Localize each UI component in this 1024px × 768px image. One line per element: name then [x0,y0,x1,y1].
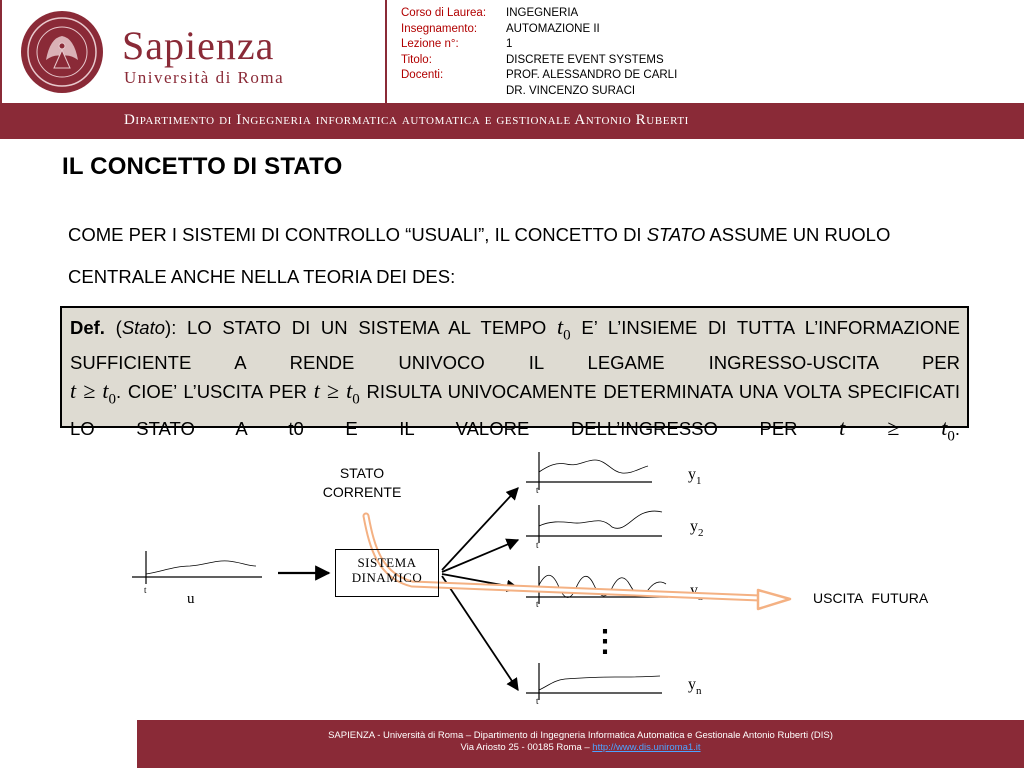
definition-line-1: Def. (Stato): LO STATO DI UN SISTEMA AL TEMPO $t_0$ E’ L’INSIEME DI TUTTA L’INFORMAZIONE SUFFICIENTE A RENDE UNIVOCO IL LEGAME INGRESSO-USCITA PER [70,314,961,374]
definition-end: . [954,417,961,439]
output-plot-1 [526,452,652,490]
brand-name: Sapienza [122,23,275,68]
footer-line-1: SAPIENZA - Università di Roma – Dipartimento di Ingegneria Informatica Automatica e Gestionale Antonio Ruberti (DIS) [328,730,833,741]
math-symbol: t [346,378,353,404]
department-name: Dipartimento di Ingegneria informatica automatica e gestionale Antonio Ruberti [124,112,689,128]
definition-label: Def. [70,317,105,338]
info-key: Lezione n°: [401,38,459,50]
slide-title: IL CONCETTO DI STATO [62,153,343,180]
current-state-line: STATO [339,465,385,481]
info-value: DR. VINCENZO SURACI [506,84,636,97]
output-label-y3: $y_3$ [690,582,704,603]
info-value: AUTOMAZIONE II [506,22,600,35]
math-symbol: t [70,378,77,404]
input-plot [132,551,262,584]
info-key: Docenti: [401,69,444,81]
future-output-label: USCITA FUTURA [813,590,929,606]
info-value: 1 [506,38,513,50]
footer-website-link[interactable]: http://www.dis.uniroma1.it [592,742,701,753]
math-symbol: t [941,414,948,440]
output-plot-n [526,663,662,700]
math-subscript: 0 [352,391,360,408]
axis-t-label: t [144,585,147,595]
definition-part: . CIOE’ L’USCITA PER [116,381,307,403]
math-symbol: t [313,378,320,404]
math-subscript: 0 [108,391,117,408]
math-symbol: t [102,378,109,404]
input-label: u [187,591,195,607]
output-labels [688,466,704,697]
footer-line-2 [137,742,1024,754]
info-value: INGEGNERIA [506,7,579,19]
info-value: PROF. ALESSANDRO DE CARLI [506,69,678,81]
footer-text [137,730,1024,754]
definition-part: E’ L’INSIEME DI TUTTA L’INFORMAZIONE SUFFICIENTE A RENDE UNIVOCO IL LEGAME INGRESSO-USCITA PER [70,317,961,374]
math-geq: ≥ [326,378,339,404]
definition-part: : LO STATO DI UN SISTEMA AL TEMPO [171,317,547,338]
output-label-yn: $y_n$ [688,676,702,697]
output-label-y1: $y_1$ [688,466,702,487]
axis-t-label: t [536,696,539,706]
current-state-label [300,464,424,502]
info-key: Corso di Laurea: [401,7,487,19]
math-subscript: 0 [947,428,955,445]
ellipsis-dots: ⋮ [590,625,620,658]
intro-text-end: ASSUME UN RUOLO CENTRALE ANCHE NELLA TEORIA DEI DES: [68,224,891,287]
brand-subtitle: Università di Roma [124,68,285,87]
axis-t-label: t [536,599,539,609]
system-label-line: DINAMICO [351,570,423,585]
math-symbol: t [557,314,564,339]
dynamic-system-label [335,555,439,585]
system-label-line: SISTEMA [357,555,417,570]
intro-emphasis: STATO [646,224,706,245]
info-key: Insegnamento: [401,22,478,35]
math-subscript: 0 [563,327,571,344]
output-label-y2: $y_2$ [690,518,704,539]
definition-term: Stato [121,317,166,338]
info-value: DISCRETE EVENT SYSTEMS [506,53,664,66]
math-geq: ≥ [83,378,96,404]
axis-t-label: t [536,540,539,550]
output-plot-3 [526,566,668,604]
definition-part: RISULTA UNIVOCAMENTE DETERMINATA UNA VOLTA SPECIFICATI LO STATO A t0 E IL VALORE DELL’INGRESSO PER [70,381,961,439]
current-state-line: CORRENTE [322,484,402,500]
output-plot-2 [526,505,662,543]
axis-t-label: t [536,485,539,495]
math-symbol: t [839,414,846,440]
math-geq: ≥ [887,414,900,440]
footer-address: Via Ariosto 25 - 00185 Roma – [460,742,593,753]
info-key: Titolo: [401,53,432,66]
intro-text: COME PER I SISTEMI DI CONTROLLO “USUALI”, IL CONCETTO DI [68,224,647,245]
